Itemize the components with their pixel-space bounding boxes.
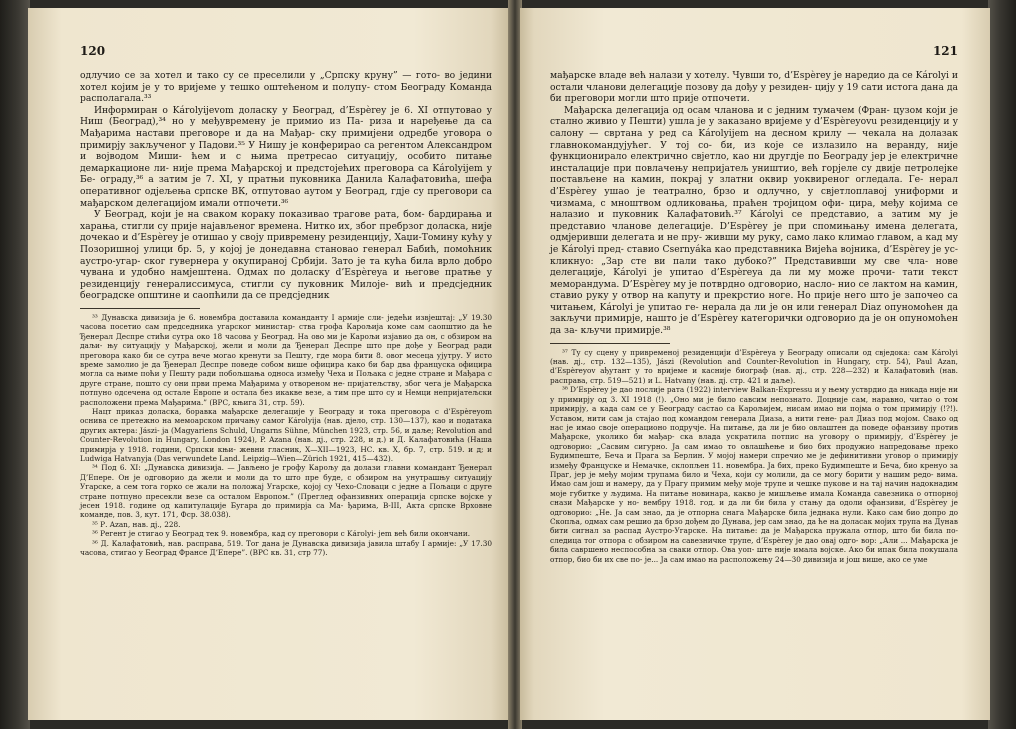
footnote: ³⁶ Регент је стигао у Београд тек 9. новембра, кад су преговори с Károlyi- jem већ били окончани. (92, 529, 471, 539)
paragraph: У Београд, који је на сваком кораку показивао трагове рата, бом- бардирања и харања, стигли су прије најављеног времена. Нитко их, због пребрзог доласка, није дочекао и d’Espèrey je отишао у своју привремену резиденцију, Хаџи-Томину кућу у Позоришној улици бр. 5, у којој је донедавна становао генерал Бабић, помоћник аустро-угар- ског гувернера у окупираној Србији. Зато је та кућа била врло добро чувана и удобно намјештена. Одмах по доласку d’Espèreya и његове пратње у резиденцију генералиссимуса, стигли су пуковник Милоје- вић и предсједник београдске општине и саопћили да се предсједник (80, 209, 492, 302)
paragraph: Информиран о Károlyijevom доласку у Београд, d’Espèrey je 6. XI отпутовао у Ниш (Београд),³⁴ но у међувремену је примио из Па- риза и наређење да са Мађарима настави преговоре и да на Мађар- ску примијени одредбе уговора о примирју закљученог у Падови.³⁵ У Нишу је конферирао са регентом Александром и војводом Миши- ћем и с њима претресао ситуацију, особито питање демаркационе ли- није према Мађарској и предстојећих преговора са Károlyijem у Бе- ограду,³⁶ а затим је 7. XI, у пратњи пуковника Данила Калафатовића, шефа оперативног одјељења српске ВК, отпутовао аутом у Београд, гдје су преговори са мађарском делегацијом имали отпочети.³⁶ (80, 104, 492, 209)
body-text (80, 70, 492, 302)
footnote: Нацт приказ доласка, боравка мађарске делегације у Београду и тока преговора с d’Espèreyom оснива се претежно на мемоарском причању самог Károlyija (нав. дјело, стр. 130—137), као и података других актера: Jászi- ja (Magyariens Schuld, Ungarns Sühne, München 1923, стр. 56, и даље; Revolution and Counter-Revolution in Hungary, London 1924), P. Azana (нав. дј., стр. 228, и д.) и Д. Калафатовића (Наша примирја у 1918. години, Српски књи- жевни гласник, Х—XII—1923, НС. кв. X, бр. 7, стр. 519. и д; и Ludwiga Hatvanyja (Das verwundete Land. Leipzig—Wien—Zürich 1921, 415—432). (80, 406, 492, 463)
paragraph: одлучио се за хотел и тако су се преселили у „Српску круну” — гото- во једини хотел којим је у то вријеме у тешко оштећеном и полупу- стом Београду Команда располагала.³³ (80, 70, 492, 105)
footnote-rule (550, 343, 670, 344)
right-page (520, 8, 990, 720)
footnote: ³⁵ Р. Azan, нав. дј., 228. (92, 519, 181, 529)
right-page-content (550, 44, 958, 564)
footnote: ³⁴ Под 6. XI: „Дунавска дивизија. — Јављено је грофу Карољу да долази главни командант Ђенерал Д’Епере. Он је одговорио да жели и моли да то што пре буде, с обзиром на унутрашњу ситуацију Угарске, а сем тога горко се жали на положај Угарске, којој су Чехо-Словаци с једне а Пољаци с друге стране потпуно пресекли везе са осталом Европом.” (Преглед офанзивних операција српске војске у јесен 1918. године од капитулације Бугара до примирја са Ма- ђарима, В-III, Акта српске Врховне команде, пов. 3, кут. 171, Фср. 38.038). (80, 463, 492, 520)
footnotes (550, 348, 958, 564)
footnotes (80, 313, 492, 558)
page-number: 121 (932, 44, 958, 58)
footnote: ³⁸ D’Espèrey je дао послије рата (1922) interview Balkan-Expressu и у њему устврдио да никада није ни у примирју од 3. XI 1918 (!). „Оно ми је било савсим непознато. Доцније сам, наравно, читао о том примирју, а када сам се у Београду састао са Карољијем, нисам имао ни појма о том примирју (!?!). Уставом, нити сам ја стајао под командом генерала Диаза, а нити гене- рал Диаз под мојом. Свако од нас је имао своје операционо подручје. На питање, да ли је био овлаштен да поведе офанзиву против Мађарске, уколико би мађар- ска влада ускратила потпис на уговору о примирју, d’Espèrey je одговорио: „Сасвим сигурно. Ја сам имао то овлашћење и био бих продужио напредовање преко Будимпеште, Беча и Прага за Берлин. У мојој намери спречио ме је дефинитивни уговор о примирју између Француске и Немачке, склопљен 11. новембра. Ја бих, преко Будимпеште и Беча, био кренуо за Праг, јер је међу мојим трупама било и Чеха, који су молили, да се могу борити у нашим редо- вима. Имао сам још и намеру, да у Прагу примим међу моје трупе и чешке пукове и на тај начин надокнадим моје губитке у људима. На питање новинара, какво је мишљење имала Команда савезника о отпорној снази Мађарске у но- вембру 1918. год. и да ли би била у стању да одоли офанзиви, d’Espèrey je одговорио: „Не. Ја сам знао, да је отпорна снага Мађарске била једнака нули. Како сам био допро до Скопља, одмах сам решио да брзо дођем до Дунава, јер сам знао, да ће на доласак мојих трупа на Дунав бити сигнал за распад Аустро-Угарске. На питање: да је Мађарска пружала отпор, што би била по- следица тог отпора с обзиром на савезничке трупе, d’Espèrey je дао овај одго- вор: „Али ... Мађарска је била савршено неспособна за сваки отпор. Ова уоп- ште није имала војске. Ако би ипак била покушала отпор, био би их све по- је... Ја сам имао на расположењу 24—30 дивизија и још више, ако се уме (550, 385, 958, 564)
footnote: ³³ Дунавска дивизија је 6. новембра доставила команданту I армије сли- једећи извјештај: „У 19.30 часова посетио сам председника угарског министар- ства грофа Карољија коме сам саопштио да ће Ђенерал Деспре стићи сутра око 18 часова у Београд. На ово ми је Карољи изјавио да он, с обзиром на даљи- њу ситуацију у Мађарској, жели и моли да Ђенерал Деспре што пре дође у Београд ради преговора како би се сутра вече могао кренути за Пешту, где мора бити 8. овог месеца ујутру. У исто време замолио је да Ђенерал Деспре поведе собом више официра како би бар два француска официра могла са њиме поћи у Пешту ради побољшања односа између Чеха и Пољака с једне стране и Мађара с друге стране, пошто су они први према Мађарима у отвореном не- пријатељству, због чега је Мађарска потпуно одсечена од остале Европе и остала без икакве везе, а тим пре што су и Немци непријатељски расположени према Мађарима.” (ВРС, књига 31, стр. 59). (80, 312, 492, 407)
body-text (550, 70, 958, 337)
left-page-content (80, 44, 492, 557)
footnote: ³⁷ Ту су сцену у привременој резиденцији d’Espèreya у Београду описали од свједока: сам Károlyi (нав. дј., стр. 132—135), Jászi (Revolution and Counter-Revolution in Hungary, стр. 54), Paul Azan, d’Espèreyov ађутант у то вријеме и касније биограф (нав. дј., стр. 228—232) и Калафатовић (нав. расправа, стр. 519—521) и L. Hatvany (нав. дј. стр. 421 и даље). (550, 347, 958, 385)
book-cover-right-edge (988, 0, 1016, 729)
book-cover-left-edge (0, 0, 30, 729)
left-page (28, 8, 510, 720)
footnote-rule (80, 308, 200, 309)
footnote: ³⁶ Д. Калафатовић, нав. расправа, 519. Тог дана је Дунавска дивизија јавила штабу I армије: „У 17.30 часова, стигао у Београд Франсе Д’Епере”. (ВРС кв. 31, стр 77). (80, 538, 492, 558)
paragraph: мађарске владе већ налази у хотелу. Чувши то, d’Espèrey je наредио да се Károlyi и остали чланови делегације позову да дођу у резиден- цију у 19 сати истога дана да би преговори могли што прије отпочети. (550, 70, 959, 105)
paragraph: Мађарска делегација од осам чланова и с једним тумачем (Фран- цузом који је стално живио у Пешти) ушла је у заказано вријеме у d’Espèreyovu резиденцију и у салону — свртана у ред са Károlyijem на десном крилу — чекала на долазак главнокомандујућег. У тој со- би, из које се излазило на веранду, није функционирало електрично свјетло, као ни другдје по Београду јер је електричне инсталације при повлачењу непријатељ уништио, већ горјеле су двије петролејке постављене на камин, покрај у златни оквир уоквиреног огледала. Ге- нерал d’Espèrey ушао је театрално, брзо и одлучно, у свјетлоплавој униформи и чизмама, с мноштвом одликовања, праћен тројицом офи- цира, међу којима се налазио и пуковник Калафатовић.³⁷ Károlyi се представио, а затим му је представио чланове делегације. D’Espèrey je при спомињању имена делегата, одмјеривши делегата и не пру- живши му руку, само лако климао главом, а кад му је Károlyi пред- ставио Csernyáka као представника Вијећа војника, d’Espèrey je ус- кликнуо: „Зар сте ви пали тако дубоко?” Представивши му све чла- нове делегације, Károlyi je упитао d’Espèreya да ли му може прочи- тати текст меморандума. D’Espèrey му је потврдно одговорио, насло- нио се лактом на камин, ставио руку у отвор на капуту и прекрстио ноге. Но прије него што је започео са читањем, Károlyi je упитао ге- нерала да ли је он или генерал Diaz опуномоћен да закључи примирје, нашто је d’Espèrey категорички одговорио да је он опуномоћен да за- кључи примирје.³⁸ (550, 104, 958, 337)
page-number: 120 (80, 44, 106, 58)
